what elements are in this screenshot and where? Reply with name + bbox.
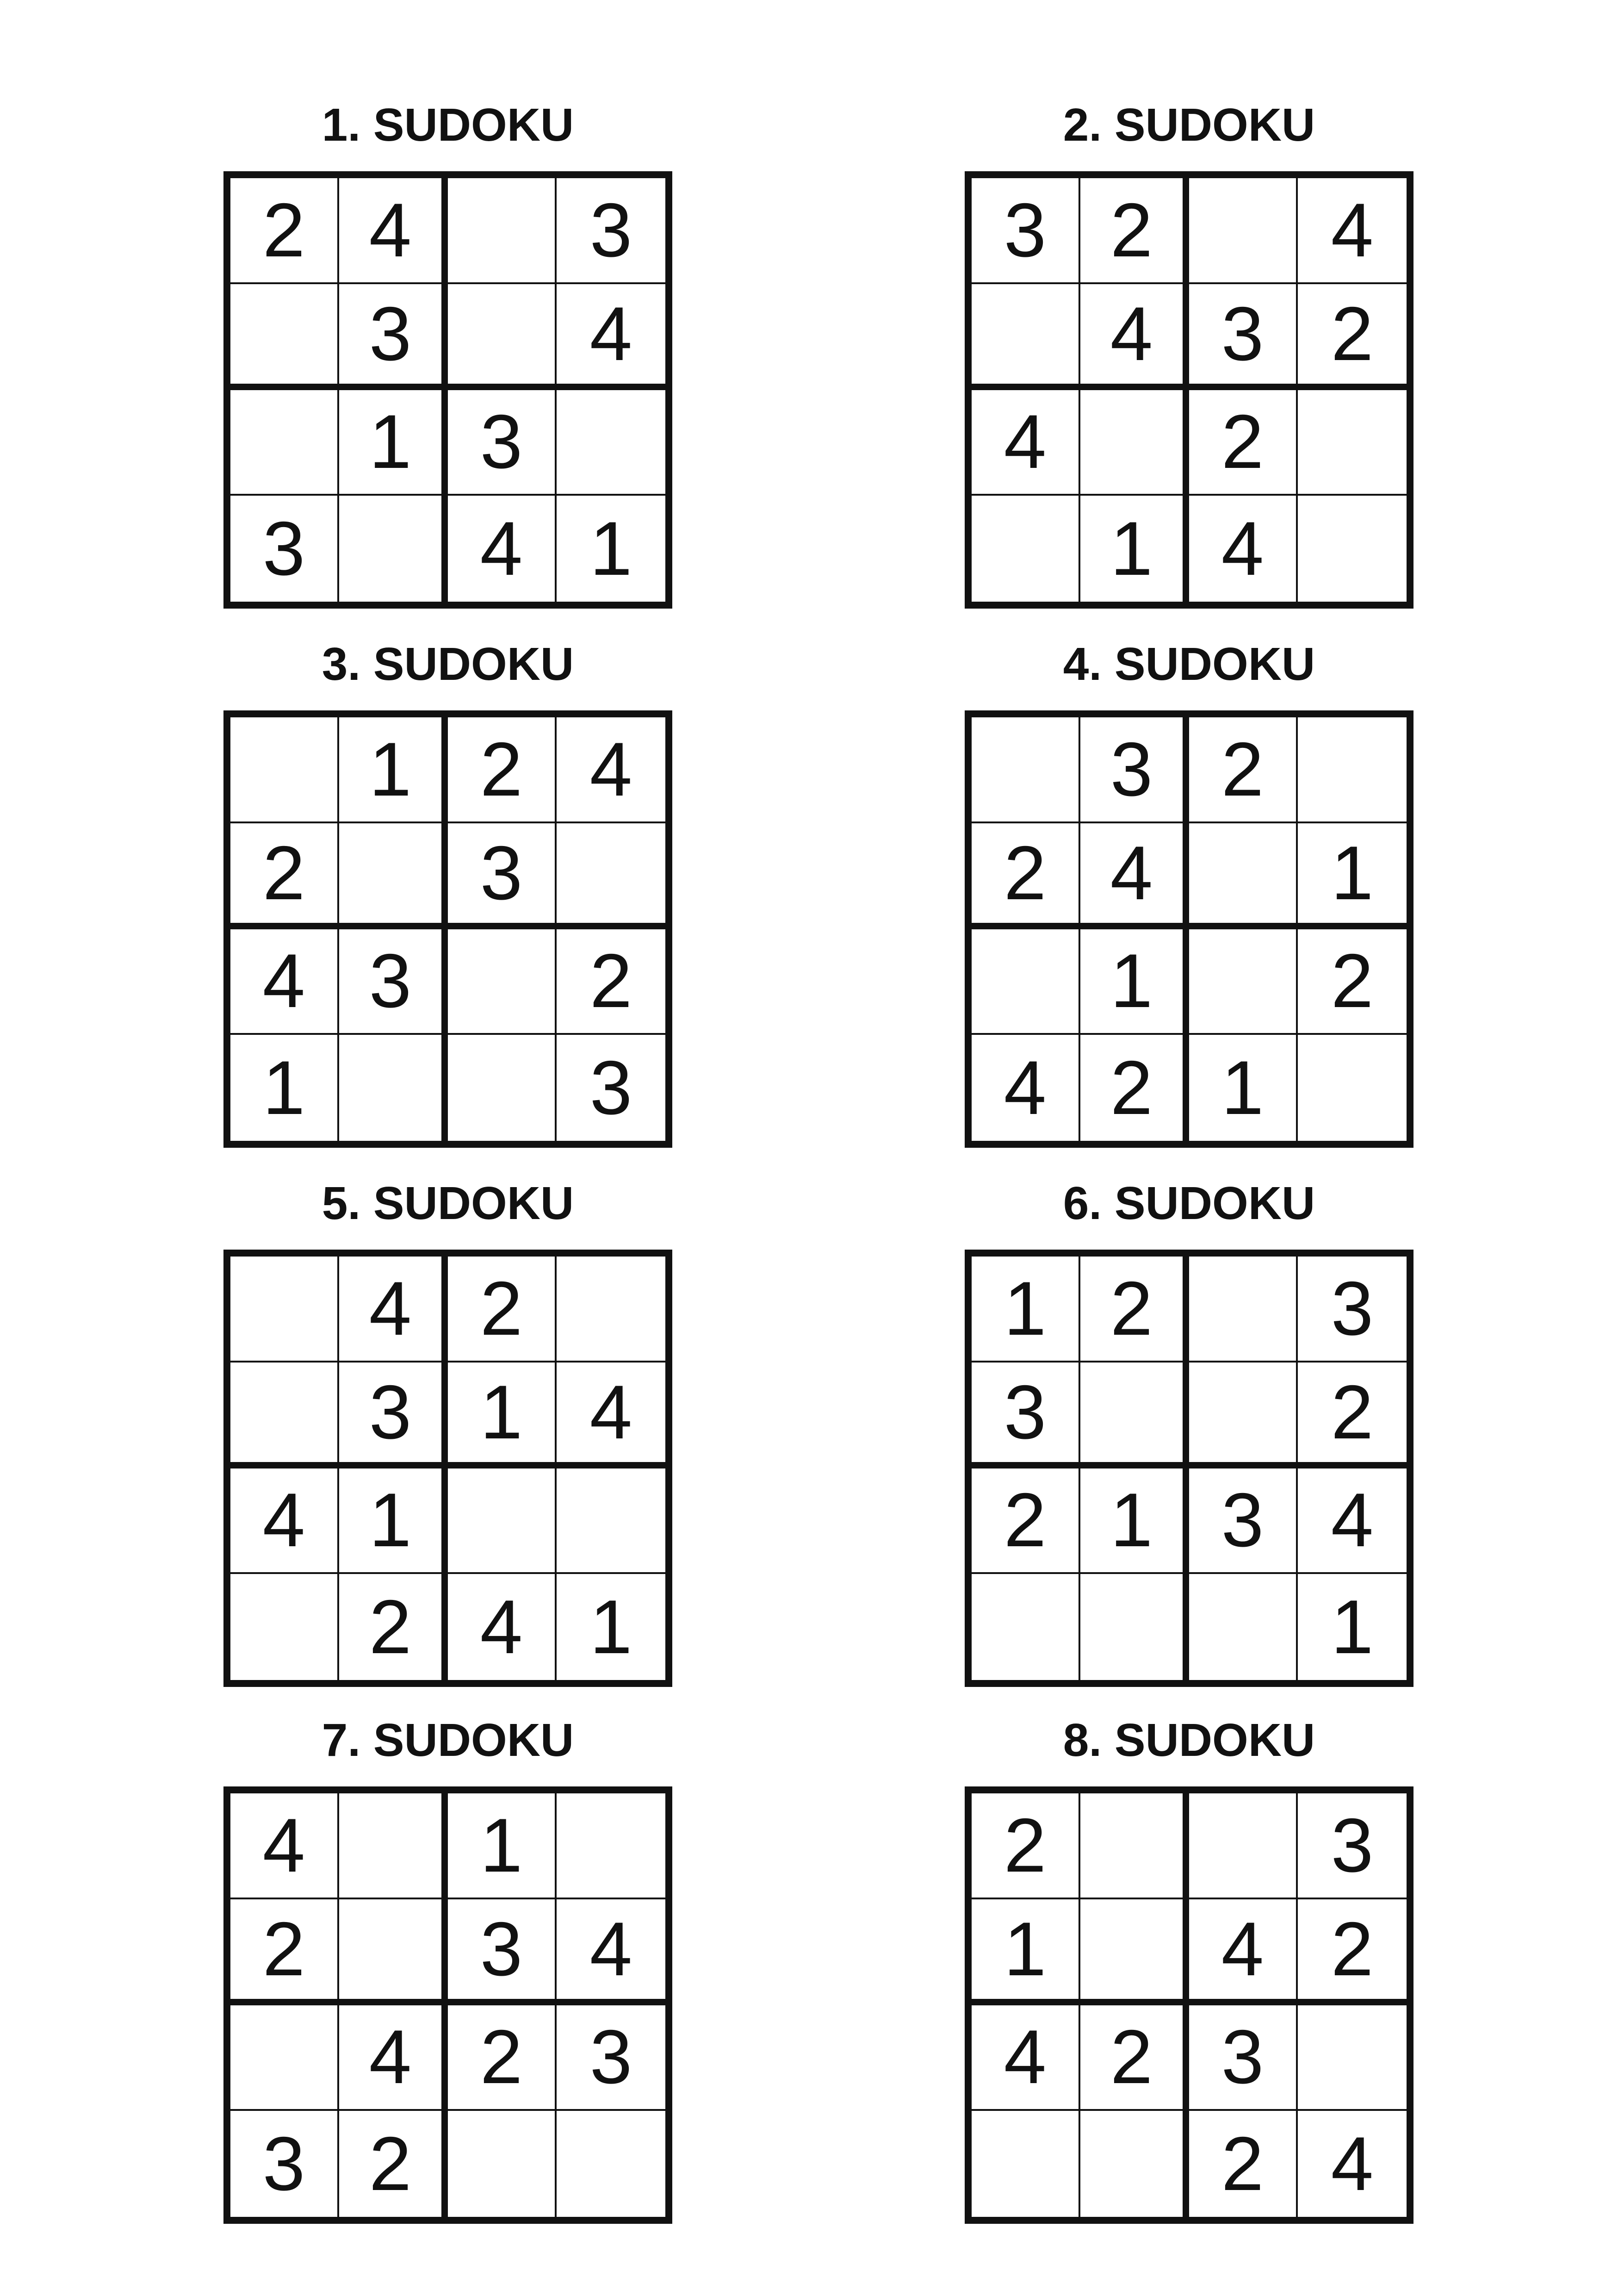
sudoku-cell[interactable]	[972, 284, 1080, 390]
puzzle-title: 3. SUDOKU	[322, 638, 574, 690]
sudoku-cell: 2	[1080, 2005, 1189, 2111]
sudoku-cell[interactable]	[1189, 823, 1298, 929]
sudoku-cell[interactable]	[339, 823, 448, 929]
sudoku-cell: 3	[339, 929, 448, 1035]
sudoku-cell: 2	[1189, 717, 1298, 823]
sudoku-cell: 1	[1298, 823, 1407, 929]
sudoku-cell: 1	[1080, 929, 1189, 1035]
sudoku-cell: 2	[1298, 1363, 1407, 1468]
sudoku-cell[interactable]	[1189, 178, 1298, 284]
sudoku-grid	[223, 171, 672, 609]
sudoku-cell: 2	[448, 717, 557, 823]
puzzle-title: 4. SUDOKU	[1063, 638, 1315, 690]
puzzle-title: 1. SUDOKU	[322, 99, 574, 151]
sudoku-cell: 2	[1080, 178, 1189, 284]
sudoku-cell[interactable]	[230, 1363, 339, 1468]
sudoku-cell: 3	[1189, 284, 1298, 390]
sudoku-cell: 1	[589, 1584, 632, 1670]
sudoku-cell: 2	[972, 823, 1080, 929]
sudoku-cell: 4	[1298, 1468, 1407, 1574]
sudoku-cell: 4	[972, 390, 1080, 496]
puzzle-title: 5. SUDOKU	[322, 1177, 574, 1229]
sudoku-cell[interactable]	[1189, 1257, 1298, 1363]
sudoku-cell: 2	[1298, 1899, 1407, 2005]
sudoku-cell: 2	[557, 929, 665, 1035]
sudoku-cell: 3	[1298, 1793, 1407, 1899]
sudoku-cell: 2	[1298, 929, 1407, 1035]
sudoku-cell: 4	[339, 1257, 448, 1363]
sudoku-cell: 4	[557, 717, 665, 823]
sudoku-cell: 2	[339, 2111, 448, 2217]
sudoku-cell[interactable]	[448, 2111, 557, 2217]
sudoku-cell: 4	[230, 1468, 339, 1574]
sudoku-cell: 4	[448, 496, 557, 602]
sudoku-cell: 2	[230, 1899, 339, 2005]
sudoku-cell: 1	[1331, 1584, 1374, 1670]
puzzle-title: 6. SUDOKU	[1063, 1177, 1315, 1229]
sudoku-cell[interactable]	[230, 1257, 339, 1363]
sudoku-cell: 1	[1080, 496, 1189, 602]
sudoku-cell[interactable]	[1080, 1899, 1189, 2005]
sudoku-cell: 1	[339, 1468, 448, 1574]
sudoku-cell: 4	[1331, 2121, 1374, 2207]
sudoku-cell[interactable]	[230, 284, 339, 390]
sudoku-grid	[965, 171, 1413, 609]
sudoku-cell[interactable]	[1080, 1793, 1189, 1899]
sudoku-cell: 4	[1080, 823, 1189, 929]
sudoku-cell: 2	[972, 1468, 1080, 1574]
sudoku-cell: 3	[557, 2005, 665, 2111]
sudoku-cell[interactable]	[448, 929, 557, 1035]
sudoku-cell[interactable]	[1298, 390, 1407, 496]
sudoku-cell[interactable]	[230, 2005, 339, 2111]
sudoku-cell: 4	[972, 2005, 1080, 2111]
sudoku-cell: 2	[339, 1574, 448, 1680]
sudoku-cell[interactable]	[1298, 717, 1407, 823]
sudoku-cell[interactable]	[557, 823, 665, 929]
sudoku-cell: 1	[448, 1793, 557, 1899]
sudoku-cell[interactable]	[557, 2111, 665, 2217]
sudoku-cell[interactable]	[972, 929, 1080, 1035]
sudoku-cell[interactable]	[1080, 1363, 1189, 1468]
sudoku-cell: 1	[448, 1363, 557, 1468]
sudoku-cell: 4	[448, 1574, 557, 1680]
puzzle-title: 7. SUDOKU	[322, 1714, 574, 1766]
sudoku-cell: 3	[448, 823, 557, 929]
sudoku-cell: 2	[1080, 1257, 1189, 1363]
sudoku-cell: 3	[1189, 1468, 1298, 1574]
sudoku-cell: 3	[230, 2111, 339, 2217]
sudoku-cell[interactable]	[1080, 390, 1189, 496]
sudoku-cell[interactable]	[1189, 1793, 1298, 1899]
sudoku-cell[interactable]	[448, 178, 557, 284]
sudoku-cell: 2	[448, 1257, 557, 1363]
sudoku-cell[interactable]	[339, 1035, 448, 1141]
sudoku-cell[interactable]	[1298, 1035, 1407, 1141]
sudoku-cell[interactable]	[557, 1257, 665, 1363]
sudoku-grid	[223, 1786, 672, 2224]
sudoku-cell: 4	[339, 178, 448, 284]
sudoku-grid	[965, 710, 1413, 1148]
sudoku-cell[interactable]	[1189, 929, 1298, 1035]
sudoku-cell: 1	[339, 390, 448, 496]
sudoku-cell[interactable]	[557, 390, 665, 496]
sudoku-cell[interactable]	[972, 717, 1080, 823]
sudoku-cell[interactable]	[230, 390, 339, 496]
sudoku-cell: 4	[1189, 1899, 1298, 2005]
sudoku-cell[interactable]	[557, 1468, 665, 1574]
sudoku-cell[interactable]	[448, 284, 557, 390]
sudoku-cell: 3	[972, 178, 1080, 284]
sudoku-cell: 2	[230, 178, 339, 284]
sudoku-cell: 4	[230, 1793, 339, 1899]
sudoku-cell[interactable]	[1298, 2005, 1407, 2111]
sudoku-cell: 3	[1298, 1257, 1407, 1363]
sudoku-cell: 1	[230, 1035, 339, 1141]
sudoku-cell: 4	[1298, 178, 1407, 284]
sudoku-cell: 2	[448, 2005, 557, 2111]
sudoku-cell: 2	[1298, 284, 1407, 390]
sudoku-cell: 3	[972, 1363, 1080, 1468]
sudoku-cell: 1	[972, 1899, 1080, 2005]
sudoku-cell: 1	[1080, 1468, 1189, 1574]
sudoku-cell[interactable]	[448, 1035, 557, 1141]
sudoku-cell[interactable]	[1298, 496, 1407, 602]
sudoku-cell[interactable]	[339, 1793, 448, 1899]
sudoku-cell[interactable]	[972, 496, 1080, 602]
sudoku-cell: 2	[972, 1793, 1080, 1899]
sudoku-cell: 3	[557, 178, 665, 284]
sudoku-cell: 1	[339, 717, 448, 823]
sudoku-cell: 3	[339, 284, 448, 390]
sudoku-cell[interactable]	[339, 496, 448, 602]
sudoku-cell: 4	[339, 2005, 448, 2111]
sudoku-cell: 4	[1189, 496, 1298, 602]
sudoku-cell: 2	[230, 823, 339, 929]
sudoku-cell: 4	[972, 1035, 1080, 1141]
sudoku-cell: 4	[557, 284, 665, 390]
sudoku-cell[interactable]	[972, 2111, 1080, 2217]
sudoku-cell: 3	[1189, 2005, 1298, 2111]
sudoku-cell: 2	[1189, 390, 1298, 496]
sudoku-grid	[223, 1250, 672, 1687]
sudoku-cell[interactable]	[1189, 1574, 1298, 1680]
sudoku-cell[interactable]	[230, 717, 339, 823]
sudoku-cell[interactable]	[339, 1899, 448, 2005]
sudoku-cell: 3	[448, 390, 557, 496]
sudoku-cell: 4	[1080, 284, 1189, 390]
sudoku-cell[interactable]	[1080, 2111, 1189, 2217]
sudoku-cell: 1	[972, 1257, 1080, 1363]
sudoku-cell: 3	[448, 1899, 557, 2005]
sudoku-grid	[965, 1250, 1413, 1687]
puzzle-title: 8. SUDOKU	[1063, 1714, 1315, 1766]
sudoku-cell: 3	[589, 1045, 632, 1131]
sudoku-cell: 1	[1189, 1035, 1298, 1141]
sudoku-grid	[965, 1786, 1413, 2224]
sudoku-cell[interactable]	[972, 1574, 1080, 1680]
sudoku-cell: 2	[1189, 2111, 1298, 2217]
sudoku-cell: 4	[230, 929, 339, 1035]
sudoku-cell: 3	[230, 496, 339, 602]
sudoku-cell: 4	[557, 1899, 665, 2005]
sudoku-cell: 3	[339, 1363, 448, 1468]
sudoku-cell: 3	[1080, 717, 1189, 823]
puzzle-title: 2. SUDOKU	[1063, 99, 1315, 151]
sudoku-cell[interactable]	[557, 1793, 665, 1899]
sudoku-cell: 1	[589, 506, 632, 591]
sudoku-cell: 2	[1080, 1035, 1189, 1141]
sudoku-cell[interactable]	[1080, 1574, 1189, 1680]
sudoku-cell[interactable]	[230, 1574, 339, 1680]
sudoku-cell: 4	[557, 1363, 665, 1468]
sudoku-cell[interactable]	[1189, 1363, 1298, 1468]
sudoku-cell[interactable]	[448, 1468, 557, 1574]
sudoku-grid	[223, 710, 672, 1148]
